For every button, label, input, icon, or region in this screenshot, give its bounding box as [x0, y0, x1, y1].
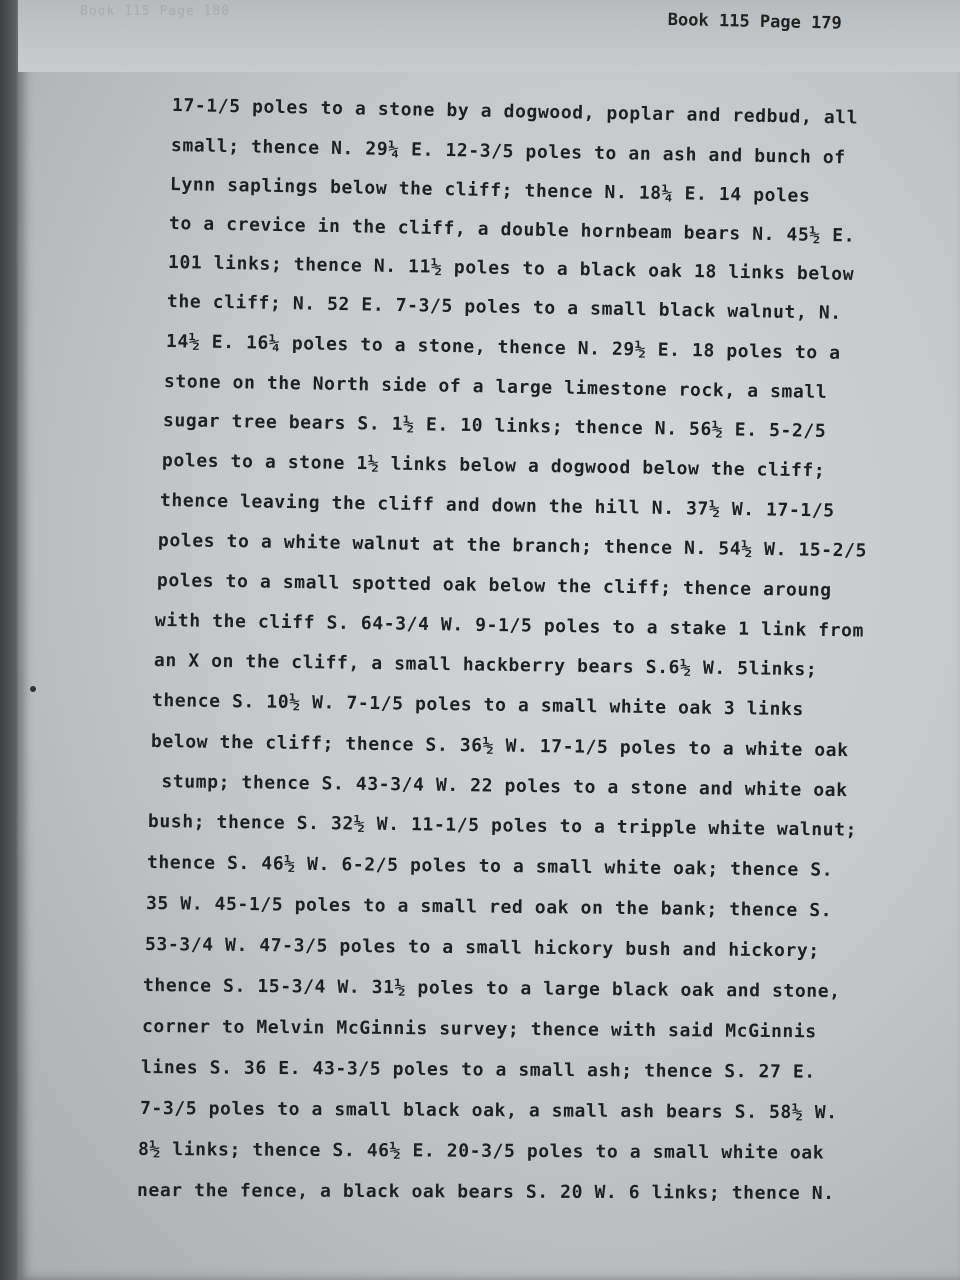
page-header: Book 115 Page 179	[667, 10, 842, 34]
text-line: bush; thence S. 32½ W. 11-1/5 poles to a tripple white walnut;	[147, 811, 858, 841]
text-line: 7-3/5 poles to a small black oak, a small ash bears S. 58½ W.	[139, 1098, 838, 1124]
text-line: Lynn saplings below the cliff; thence N. 18¼ E. 14 poles	[169, 174, 811, 207]
text-line: 53-3/4 W. 47-3/5 poles to a small hickory bush and hickory;	[144, 934, 820, 962]
text-line: near the fence, a black oak bears S. 20 W. 6 links; thence N.	[136, 1180, 835, 1205]
text-line: small; thence N. 29¼ E. 12-3/5 poles to an ash and bunch of	[170, 135, 846, 169]
text-line: to a crevice in the cliff, a double hornbeam bears N. 45½ E.	[168, 213, 856, 247]
text-line: corner to Melvin McGinnis survey; thence with said McGinnis	[141, 1016, 817, 1043]
text-line: thence leaving the cliff and down the hill N. 37½ W. 17-1/5	[159, 490, 835, 522]
text-line: 14½ E. 16¼ poles to a stone, thence N. 29½ E. 18 poles to a	[165, 331, 841, 364]
ink-speck	[30, 686, 36, 692]
text-line: with the cliff S. 64-3/4 W. 9-1/5 poles to a stake 1 link from	[154, 610, 865, 642]
text-line: sugar tree bears S. 1½ E. 10 links; thence N. 56½ E. 5-2/5	[162, 410, 827, 442]
text-line: stump; thence S. 43-3/4 W. 22 poles to a stone and white oak	[149, 771, 848, 802]
text-line: lines S. 36 E. 43-3/5 poles to a small ash; thence S. 27 E.	[140, 1057, 816, 1083]
text-line: thence S. 46½ W. 6-2/5 poles to a small white oak; thence S.	[146, 852, 834, 881]
text-line: 8½ links; thence S. 46½ E. 20-3/5 poles to a small white oak	[137, 1139, 825, 1164]
text-line: 101 links; thence N. 11½ poles to a black oak 18 links below	[167, 252, 855, 285]
text-line: an X on the cliff, a small hackberry bears S.6½ W. 5links;	[153, 650, 818, 681]
text-line: below the cliff; thence S. 36½ W. 17-1/5 poles to a white oak	[150, 731, 849, 762]
text-line: thence S. 15-3/4 W. 31½ poles to a large black oak and stone,	[142, 975, 841, 1003]
text-line: 17-1/5 poles to a stone by a dogwood, poplar and redbud, all	[171, 95, 859, 129]
text-line: 35 W. 45-1/5 poles to a small red oak on the bank; thence S.	[145, 893, 833, 922]
text-line: poles to a small spotted oak below the cliff; thence aroung	[156, 570, 832, 602]
text-line: stone on the North side of a large limestone rock, a small	[163, 371, 828, 403]
text-line: poles to a stone 1½ links below a dogwood below the cliff;	[161, 450, 826, 482]
text-line: the cliff; N. 52 E. 7-3/5 poles to a small black walnut, N.	[166, 291, 842, 324]
text-line: poles to a white walnut at the branch; thence N. 54½ W. 15-2/5	[157, 530, 868, 562]
ghost-header: Book 115 Page 180	[80, 4, 231, 19]
text-line: thence S. 10½ W. 7-1/5 poles to a small white oak 3 links	[151, 690, 804, 721]
